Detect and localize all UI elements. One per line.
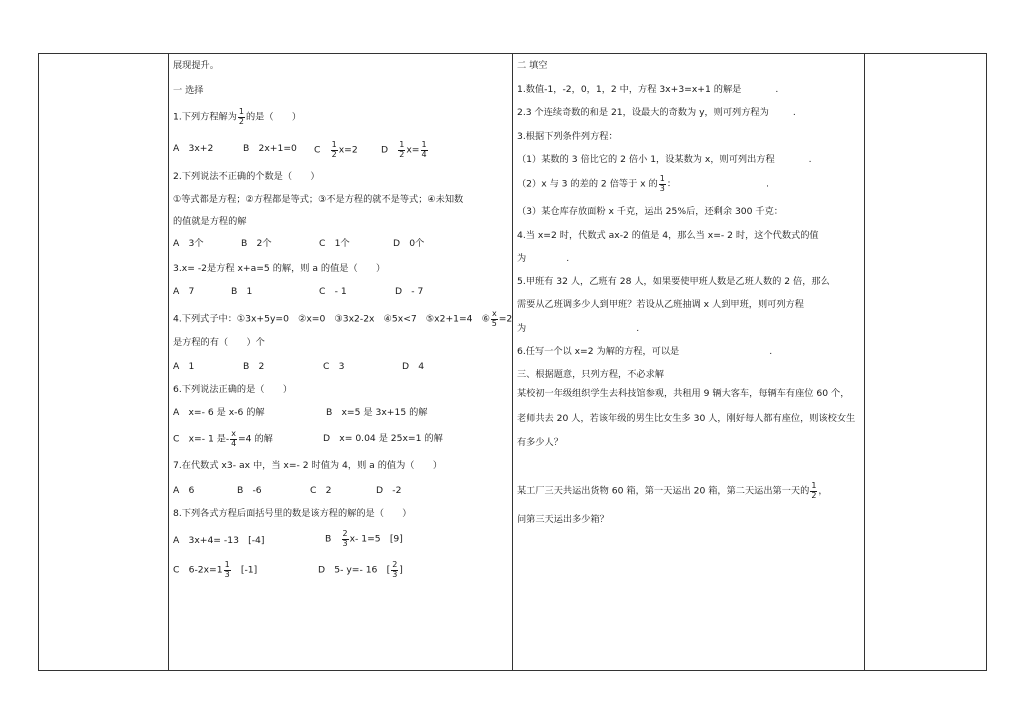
fraction: $\frac{1}{4}$: [421, 140, 427, 159]
word-problem-2-cont: 问第三天运出多少箱？: [517, 514, 609, 525]
fraction: $\frac{1}{3}$: [659, 174, 665, 193]
question-1: 1.下列方程解为 $\frac{1}{2}$ 的是（ ）: [173, 107, 302, 126]
fraction: $\frac{2}{3}$: [392, 560, 398, 579]
question-3: 3.x= -2是方程 x+a=5 的解，则 a 的值是（ ）: [173, 263, 386, 274]
fill-question-3: 3.根据下列条件列方程：: [517, 131, 618, 142]
fill-question-5-cont-2: 为 .: [517, 323, 640, 334]
fraction: $\frac{2}{3}$: [342, 529, 348, 548]
word-problem-2: 某工厂三天共运出货物 60 箱，第一天运出 20 箱，第二天运出第一天的 $\frac{1}{2}$ ，: [517, 481, 828, 500]
fill-question-6: 6.任写一个以 x=2 为解的方程，可以是 .: [517, 346, 773, 357]
section-title-fill: 二 填空: [517, 60, 548, 71]
fill-question-1: 1.数值-1，-2，0，1，2 中，方程 3x+3=x+1 的解是 .: [517, 84, 779, 95]
question-4-text-cont: 是方程的有（ ）个: [173, 337, 265, 348]
fraction: $\frac{1}{3}$: [224, 560, 230, 579]
section-title-equations: 三、根据题意，只列方程，不必求解: [517, 369, 664, 380]
question-2-text: ①等式都是方程；②方程都是等式；③不是方程的就不是等式；④未知数: [173, 194, 464, 205]
fill-question-5-cont: 需要从乙班调多少人到甲班？若设从乙班抽调 x 人到甲班，则可列方程: [517, 299, 804, 310]
question-7: 7.在代数式 x3- ax 中，当 x=- 2 时值为 4，则 a 的值为（ ）: [173, 460, 443, 471]
question-8-options-cd: C 6-2x=1 $\frac{1}{3}$ [-1] D 5- y=- 16 [ $\frac{2}{3}$ ]: [173, 560, 403, 579]
question-8: 8.下列各式方程后面括号里的数是该方程的解的是（ ）: [173, 508, 412, 519]
question-4: 4.下列式子中：①3x+5y=0 ②x=0 ③3x2-2x ④5x<7 ⑤x2+1=4 ⑥ $\frac{x}{5}$ =2: [173, 309, 513, 328]
fraction: $\frac{1}{2}$: [331, 140, 337, 159]
fraction: $\frac{1}{2}$: [238, 107, 244, 126]
question-6: 6.下列说法正确的是（ ）: [173, 384, 293, 395]
fraction: $\frac{x}{4}$: [231, 429, 237, 448]
question-1-options: A 3x+2 B 2x+1=0 C $\frac{1}{2}$ x=2 D $\frac{1}{2}$ x= $\frac{1}{4}$: [173, 140, 427, 159]
fill-question-5: 5.甲班有 32 人，乙班有 28 人，如果要使甲班人数是乙班人数的 2 倍，那么: [517, 276, 830, 287]
fraction: $\frac{1}{2}$: [399, 140, 405, 159]
question-6-options-cd: C x=- 1 是- $\frac{x}{4}$ =4 的解 D x= 0.04 是 25x=1 的解: [173, 429, 443, 448]
column-divider-1: [168, 53, 169, 671]
fill-question-3-2: （2）x 与 3 的差的 2 倍等于 x 的 $\frac{1}{3}$ ： .: [517, 174, 769, 193]
intro-text: 展现提升。: [173, 60, 219, 71]
column-divider-2: [512, 53, 513, 671]
word-problem-1: 某校初一年级组织学生去科技馆参观，共租用 9 辆大客车，每辆车有座位 60 个，老师共去 20 人，若该年级的男生比女生多 30 人，刚好每人都有座位，则该校女生有多少人？: [517, 388, 856, 448]
question-2-text-cont: 的值就是方程的解: [173, 216, 247, 227]
fill-question-3-3: （3）某仓库存放面粉 x 千克，运出 25%后，还剩余 300 千克：: [517, 206, 783, 217]
question-2: 2.下列说法不正确的个数是（ ）: [173, 171, 320, 182]
fill-question-2: 2.3 个连续奇数的和是 21，设最大的奇数为 y，则可列方程为 .: [517, 107, 796, 118]
column-divider-3: [864, 53, 865, 671]
fraction: $\frac{1}{2}$: [811, 481, 817, 500]
fill-question-4: 4.当 x=2 时，代数式 ax-2 的值是 4，那么当 x=- 2 时，这个代数式的值: [517, 230, 819, 241]
question-8-options-ab: A 3x+4= -13 [-4] B $\frac{2}{3}$ x- 1=5 [9]: [173, 529, 403, 548]
fill-question-4-cont: 为 .: [517, 253, 570, 264]
section-title-choice: 一 选择: [173, 85, 204, 96]
fill-question-3-1: （1）某数的 3 倍比它的 2 倍小 1，设某数为 x，则可列出方程 .: [517, 154, 812, 165]
fraction: $\frac{x}{5}$: [491, 309, 497, 328]
